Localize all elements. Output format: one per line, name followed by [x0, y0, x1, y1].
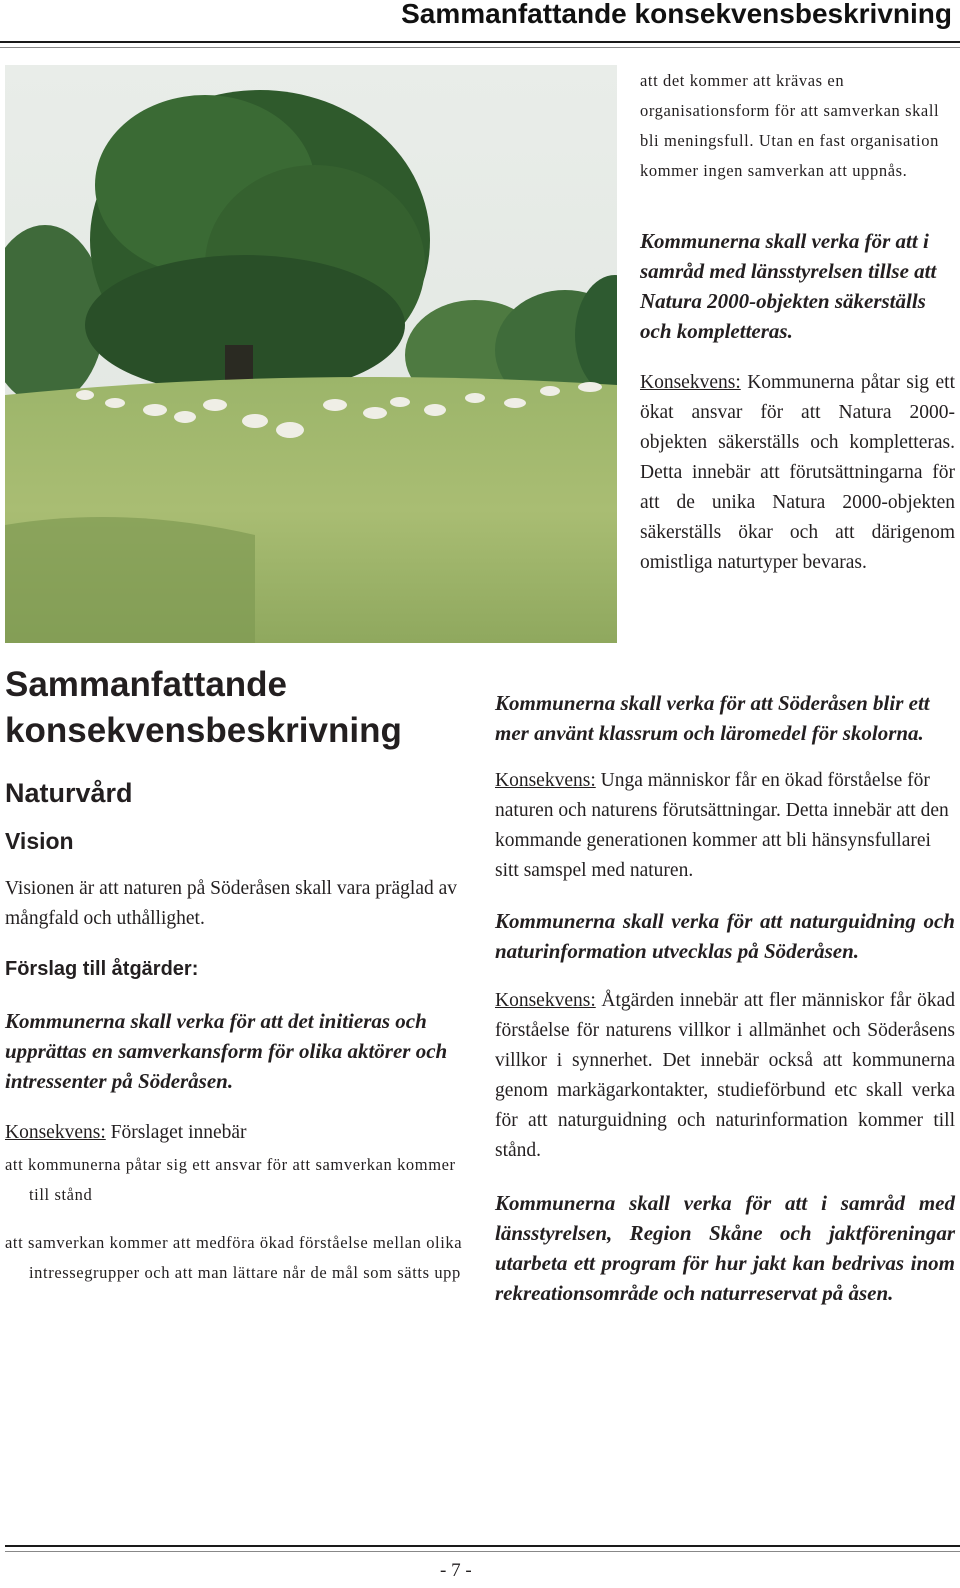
- footer-rule-thin: [5, 1551, 960, 1552]
- measure-jakt: Kommunerna skall verka för att i samråd med länsstyrelsen, Region Skåne och jaktföreningar utarbeta ett program för hur jakt kan bedrivas inom rekreationsområde och naturreservat på åsen.: [495, 1191, 955, 1305]
- section-title: Sammanfattande konsekvensbeskrivning: [5, 665, 402, 750]
- consequence-text: Kommunerna påtar sig ett ökat ansvar för att Natura 2000-objekten säkerställs och kompletteras. Detta innebär att förutsättningarna för att de unika Natura 2000-objekten säkerställs ökar och att därigenom omistliga naturtyper bevaras.: [640, 372, 955, 573]
- subheading-vision: Vision: [5, 828, 74, 854]
- bullet-forstaelse: att samverkan kommer att medföra ökad förståelse mellan olika intressegrupper och att man lättare når de mål som sätts upp: [5, 1233, 463, 1282]
- header-rule-thin: [0, 47, 960, 48]
- page-header: [0, 0, 960, 40]
- header-title: Sammanfattande konsekvensbeskrivning: [401, 0, 952, 29]
- consequence-label-left: Konsekvens:: [5, 1122, 106, 1143]
- header-rule: [0, 41, 960, 43]
- measure-klassrum: Kommunerna skall verka för att Söderåsen blir ett mer använt klassrum och läromedel för skolorna.: [495, 691, 930, 745]
- consequence-text-2: Åtgärden innebär att fler människor får ökad förståelse för naturens villkor i allmänhet och Söderåsens villkor i synnerhet. Det innebär också att kommunerna genom markägarkontakter, studieförbund etc skall verka för att naturguidning och naturinformation kommer till stånd.: [495, 990, 955, 1161]
- consequence-klassrum: [495, 766, 955, 886]
- consequence-label-2: Konsekvens:: [495, 990, 596, 1011]
- vision-text: Visionen är att naturen på Söderåsen skall vara präglad av mångfald och uthållighet.: [5, 878, 458, 929]
- consequence-label: Konsekvens:: [640, 372, 741, 393]
- landscape-photo: [5, 65, 617, 643]
- consequence-text-1: Unga människor får en ökad förståelse för naturen och naturens förutsättningar. Detta innebär att den kommande generationen kommer att bli hänsynsfullarei sitt samspel med naturen.: [495, 770, 949, 881]
- measure-samverkan: Kommunerna skall verka för att det initieras och upprättas en samverkansform för olika aktörer och intressenter på Söderåsen.: [5, 1009, 448, 1093]
- right-bottom-column: [495, 688, 955, 1308]
- consequence-samverkan: [5, 1118, 473, 1148]
- consequence-label-1: Konsekvens:: [495, 770, 596, 791]
- consequence-natura: [640, 368, 955, 578]
- intro-paragraph: att det kommer att krävas en organisationsform för att samverkan skall bli meningsfull. Utan en fast organisation kommer ingen samverkan att uppnås.: [640, 71, 940, 180]
- actions-heading: Förslag till åtgärder:: [5, 958, 199, 980]
- section-heading-naturvard: Naturvård: [5, 778, 133, 808]
- consequence-naturguidning: [495, 986, 955, 1166]
- left-column: [5, 662, 473, 1288]
- right-top-column: [640, 66, 955, 578]
- consequence-text-left: Förslaget innebär: [105, 1122, 247, 1143]
- measure-naturguidning: Kommunerna skall verka för att naturguidning och naturinformation utvecklas på Söderåsen.: [495, 909, 955, 963]
- bullet-ansvar: att kommunerna påtar sig ett ansvar för att samverkan kommer till stånd: [5, 1155, 456, 1204]
- measure-natura: Kommunerna skall verka för att i samråd med länsstyrelsen tillse att Natura 2000-objekten säkerställs och kompletteras.: [640, 229, 937, 343]
- page-number: - 7 -: [440, 1560, 472, 1581]
- footer-rule: [5, 1545, 960, 1547]
